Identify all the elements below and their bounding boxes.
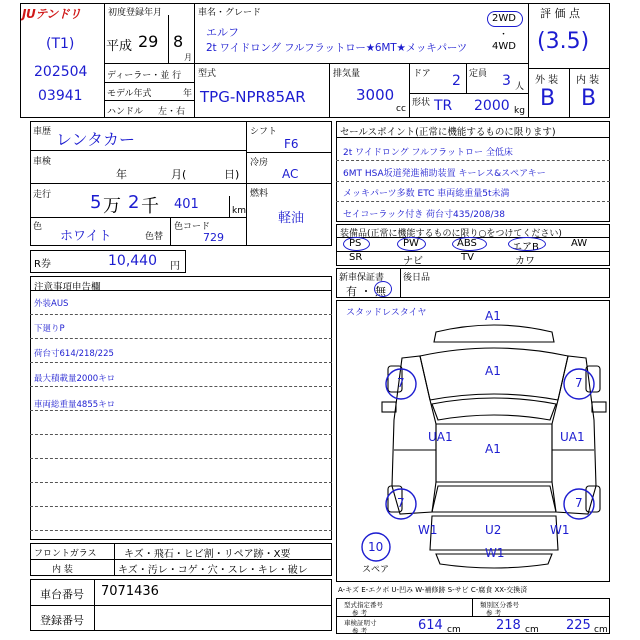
damage-legend: A-キズ E-エクボ U-凹み W-補修跡 S-サビ C-腐食 XX-交換済 (338, 586, 528, 594)
shift-label: シフト (250, 127, 278, 137)
exterior-grade: B (540, 86, 556, 111)
mark-left-rear: W1 (418, 523, 438, 537)
note-line: 荷台寸614/218/225 (34, 349, 114, 359)
shape-value: TR (434, 98, 453, 114)
sen-unit: 千 (141, 196, 159, 217)
recycle-label: R券 (34, 259, 51, 270)
warranty-none-circle (374, 281, 392, 297)
door-label: ドア (413, 69, 431, 79)
note-line: 最大積載量2000キロ (34, 374, 116, 384)
type-label: 型式 (198, 69, 217, 79)
drive-4wd: 4WD (492, 41, 516, 52)
selling-point-line: メッキパーツ多数 ETC 車両総重量5t未満 (343, 189, 510, 199)
drive-sep: ・ (499, 30, 509, 40)
chassis-value: 7071436 (101, 584, 159, 599)
dealer-label: ディーラー・並 行 (107, 71, 182, 81)
mark-right-front-tire: 7 (575, 376, 583, 390)
person-unit: 人 (515, 82, 525, 92)
color-code-label: 色コード (174, 222, 211, 232)
grade-score: (3.5) (537, 29, 590, 54)
color-change-label: 色替 (145, 232, 164, 242)
color-value: ホワイト (60, 229, 112, 244)
ref-label-2: 参 考 (486, 609, 502, 617)
mark-rear: W1 (485, 546, 505, 560)
logo-text: JUテンドリ (22, 7, 81, 21)
lot-code: (T1) (46, 36, 75, 52)
mark-right-rear-tire: 7 (575, 496, 583, 510)
exterior-label: 外 装 (535, 75, 559, 86)
carname-label: 車名・グレード (198, 8, 262, 18)
grade-text: 2t ワイドロング フルフラットロー★6MT★メッキパーツ (206, 42, 468, 54)
tire-label: スタッドレスタイヤ (346, 308, 427, 318)
handle-label: ハンドル (107, 107, 144, 117)
height-unit: cm (594, 625, 608, 635)
grade-box-label: 評 価 点 (540, 7, 580, 20)
ref-label-1: 参 考 (352, 609, 368, 617)
insp-year-unit: 年 (116, 168, 127, 181)
length-unit: cm (447, 625, 461, 635)
door-value: 2 (452, 73, 461, 89)
ac-value: AC (282, 167, 299, 181)
warranty-label: 新車保証書 (339, 273, 385, 283)
ac-label: 冷房 (250, 158, 269, 168)
note-line: 車両総重量4855キロ (34, 400, 116, 410)
history-label: 車歴 (33, 127, 52, 137)
equip-airbag: エアB (512, 242, 539, 253)
inspection-label: 車検 (33, 157, 52, 167)
mark-left-front-tire: 7 (397, 376, 405, 390)
cc-unit: cc (396, 104, 406, 114)
model-year-unit: 年 (183, 89, 193, 99)
displacement-label: 排気量 (333, 69, 361, 79)
interior-damage-value: キズ・汚レ・コゲ・穴・スレ・キレ・破レ (118, 565, 308, 576)
equip-navi: ナビ (403, 256, 423, 267)
mileage-man: 5 (90, 192, 102, 213)
date-code: 202504 (34, 64, 88, 80)
equipment-label: 装備品(正常に機能するものに限り○をつけてください) (340, 229, 562, 239)
mark-left-side: UA1 (428, 430, 453, 444)
capacity-value: 3 (502, 73, 511, 89)
type-value: TPG-NPR85AR (200, 88, 306, 106)
spare-label: スペア (362, 565, 390, 575)
note-line: 下廻りP (34, 324, 65, 334)
month-unit: 月 (184, 53, 192, 62)
equip-leather: カワ (515, 256, 535, 267)
equip-sr: SR (349, 252, 363, 263)
car-name: エルフ (206, 26, 239, 39)
color-code-value: 729 (203, 231, 224, 244)
mileage-sen: 2 (128, 192, 140, 213)
category-label: 類別区分番号 (480, 601, 519, 609)
interior-grade: B (581, 86, 597, 111)
mark-spare: 10 (368, 540, 384, 554)
drive-2wd: 2WD (492, 13, 516, 24)
capacity-label: 定員 (469, 69, 488, 79)
equip-abs-circle (452, 237, 487, 251)
height-value: 225 (566, 618, 591, 633)
selling-point-line: 6MT HSA坂道発進補助装置 キーレス&スペアキー (343, 169, 546, 179)
fuel-value: 軽油 (278, 211, 305, 226)
interior-label: 内 装 (576, 75, 600, 86)
handle-value: 左・右 (158, 107, 186, 117)
equip-ps-circle (343, 237, 370, 251)
man-unit: 万 (103, 196, 121, 217)
interior-damage-label: 内 装 (52, 565, 73, 575)
mark-right-side: UA1 (560, 430, 585, 444)
displacement-value: 3000 (356, 86, 395, 104)
model-year-label: モデル年式 (107, 89, 152, 99)
dimension-label: 車検証明寸 (344, 619, 377, 627)
reg-month: 8 (173, 32, 184, 51)
fuel-label: 燃料 (250, 189, 269, 199)
mark-hood: A1 (485, 364, 501, 378)
reg-number-label: 登録番号 (40, 614, 84, 627)
shift-value: F6 (284, 137, 299, 151)
windshield-label: フロントガラス (34, 549, 97, 559)
model-designation-label: 型式指定番号 (344, 601, 383, 609)
lot-number: 03941 (38, 88, 83, 104)
mark-trunk: U2 (485, 523, 502, 537)
mark-front: A1 (485, 309, 501, 323)
load-value: 2000 (474, 98, 510, 114)
equip-pw: PW (403, 238, 419, 249)
mark-right-rear: W1 (550, 523, 570, 537)
shape-label: 形状 (412, 98, 431, 108)
equip-abs: ABS (457, 238, 477, 249)
yen-unit: 円 (170, 261, 180, 272)
kg-unit: kg (514, 106, 525, 116)
width-value: 218 (496, 618, 521, 633)
ref-label-3: 参 考 (352, 627, 368, 635)
insp-month-unit: 月( (171, 168, 187, 181)
windshield-value: キズ・飛石・ヒビ割・リペア跡・X要 (124, 549, 291, 560)
history-value: レンタカー (56, 130, 135, 149)
mark-left-rear-tire: 7 (397, 496, 405, 510)
recycle-value: 10,440 (108, 253, 157, 269)
selling-points-label: セールスポイント(正常に機能するものに限ります) (340, 127, 556, 138)
first-reg-label: 初度登録年月 (108, 8, 163, 18)
mark-roof: A1 (485, 442, 501, 456)
length-value: 614 (418, 618, 443, 633)
equip-ps: PS (349, 238, 362, 249)
note-line: 外装AUS (34, 299, 69, 309)
width-unit: cm (525, 625, 539, 635)
equip-airbag-circle (508, 237, 546, 251)
chassis-label: 車台番号 (40, 588, 84, 601)
selling-point-line: 2t ワイドロング フルフラットロー 全低床 (343, 148, 513, 158)
color-label: 色 (33, 222, 43, 232)
selling-point-line: セイコーラック付き 荷台寸435/208/38 (343, 210, 505, 220)
km-unit: km (232, 206, 246, 216)
mileage-label: 走行 (33, 190, 52, 200)
equip-tv: TV (461, 252, 474, 263)
warranty-value: 有 ・ 無 (346, 285, 386, 298)
equip-aw: AW (571, 238, 588, 249)
era: 平成 (106, 39, 133, 54)
mileage-rest: 401 (174, 197, 199, 212)
equip-pw-circle (397, 237, 426, 251)
insp-day-unit: 日) (224, 168, 240, 181)
reg-year: 29 (138, 32, 159, 51)
notes-label: 注意事項申告欄 (34, 282, 101, 293)
later-items-label: 後日品 (403, 273, 431, 283)
